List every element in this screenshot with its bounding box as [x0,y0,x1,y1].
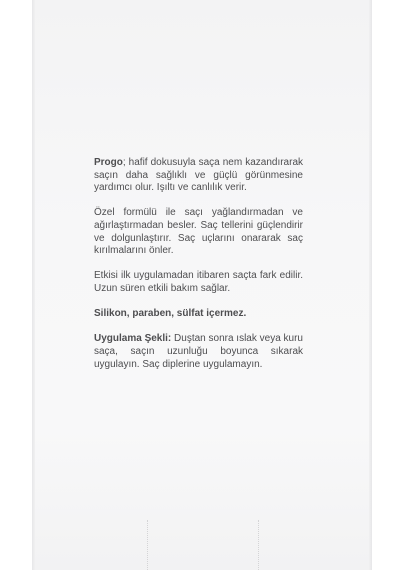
usage-heading: Uygulama Şekli: [94,333,172,345]
product-description [94,157,303,371]
box-right-edge [369,0,372,570]
description-paragraph-1-text: ; hafif dokusuyla saça nem kazandırarak saçın daha sağlıklı ve güçlü görünmesine yardımcı olur. Işıltı ve canlılık verir. [94,157,303,194]
box-bottom-flap [147,520,259,570]
usage-text: Duştan sonra ıslak veya kuru saça, saçın uzunluğu boyunca sıkarak uygulayın. Saç diplerine uygulamayın. [94,333,303,370]
description-paragraph-3: Etkisi ilk uygulamadan itibaren saçta fark edilir. Uzun süren etkili bakım sağlar. [94,270,303,294]
free-from-statement: Silikon, paraben, sülfat içermez. [94,308,247,320]
description-paragraph-2: Özel formülü ile saçı yağlandırmadan ve ağırlaştırmadan besler. Saç tellerini güçlendirir ve dolgunlaştırır. Saç uçlarını onararak saç kırılmalarını önler. [94,207,303,257]
description-paragraph-1 [94,157,303,195]
brand-name: Progo [94,157,123,168]
box-left-edge [32,0,35,570]
usage-instructions [94,333,303,371]
